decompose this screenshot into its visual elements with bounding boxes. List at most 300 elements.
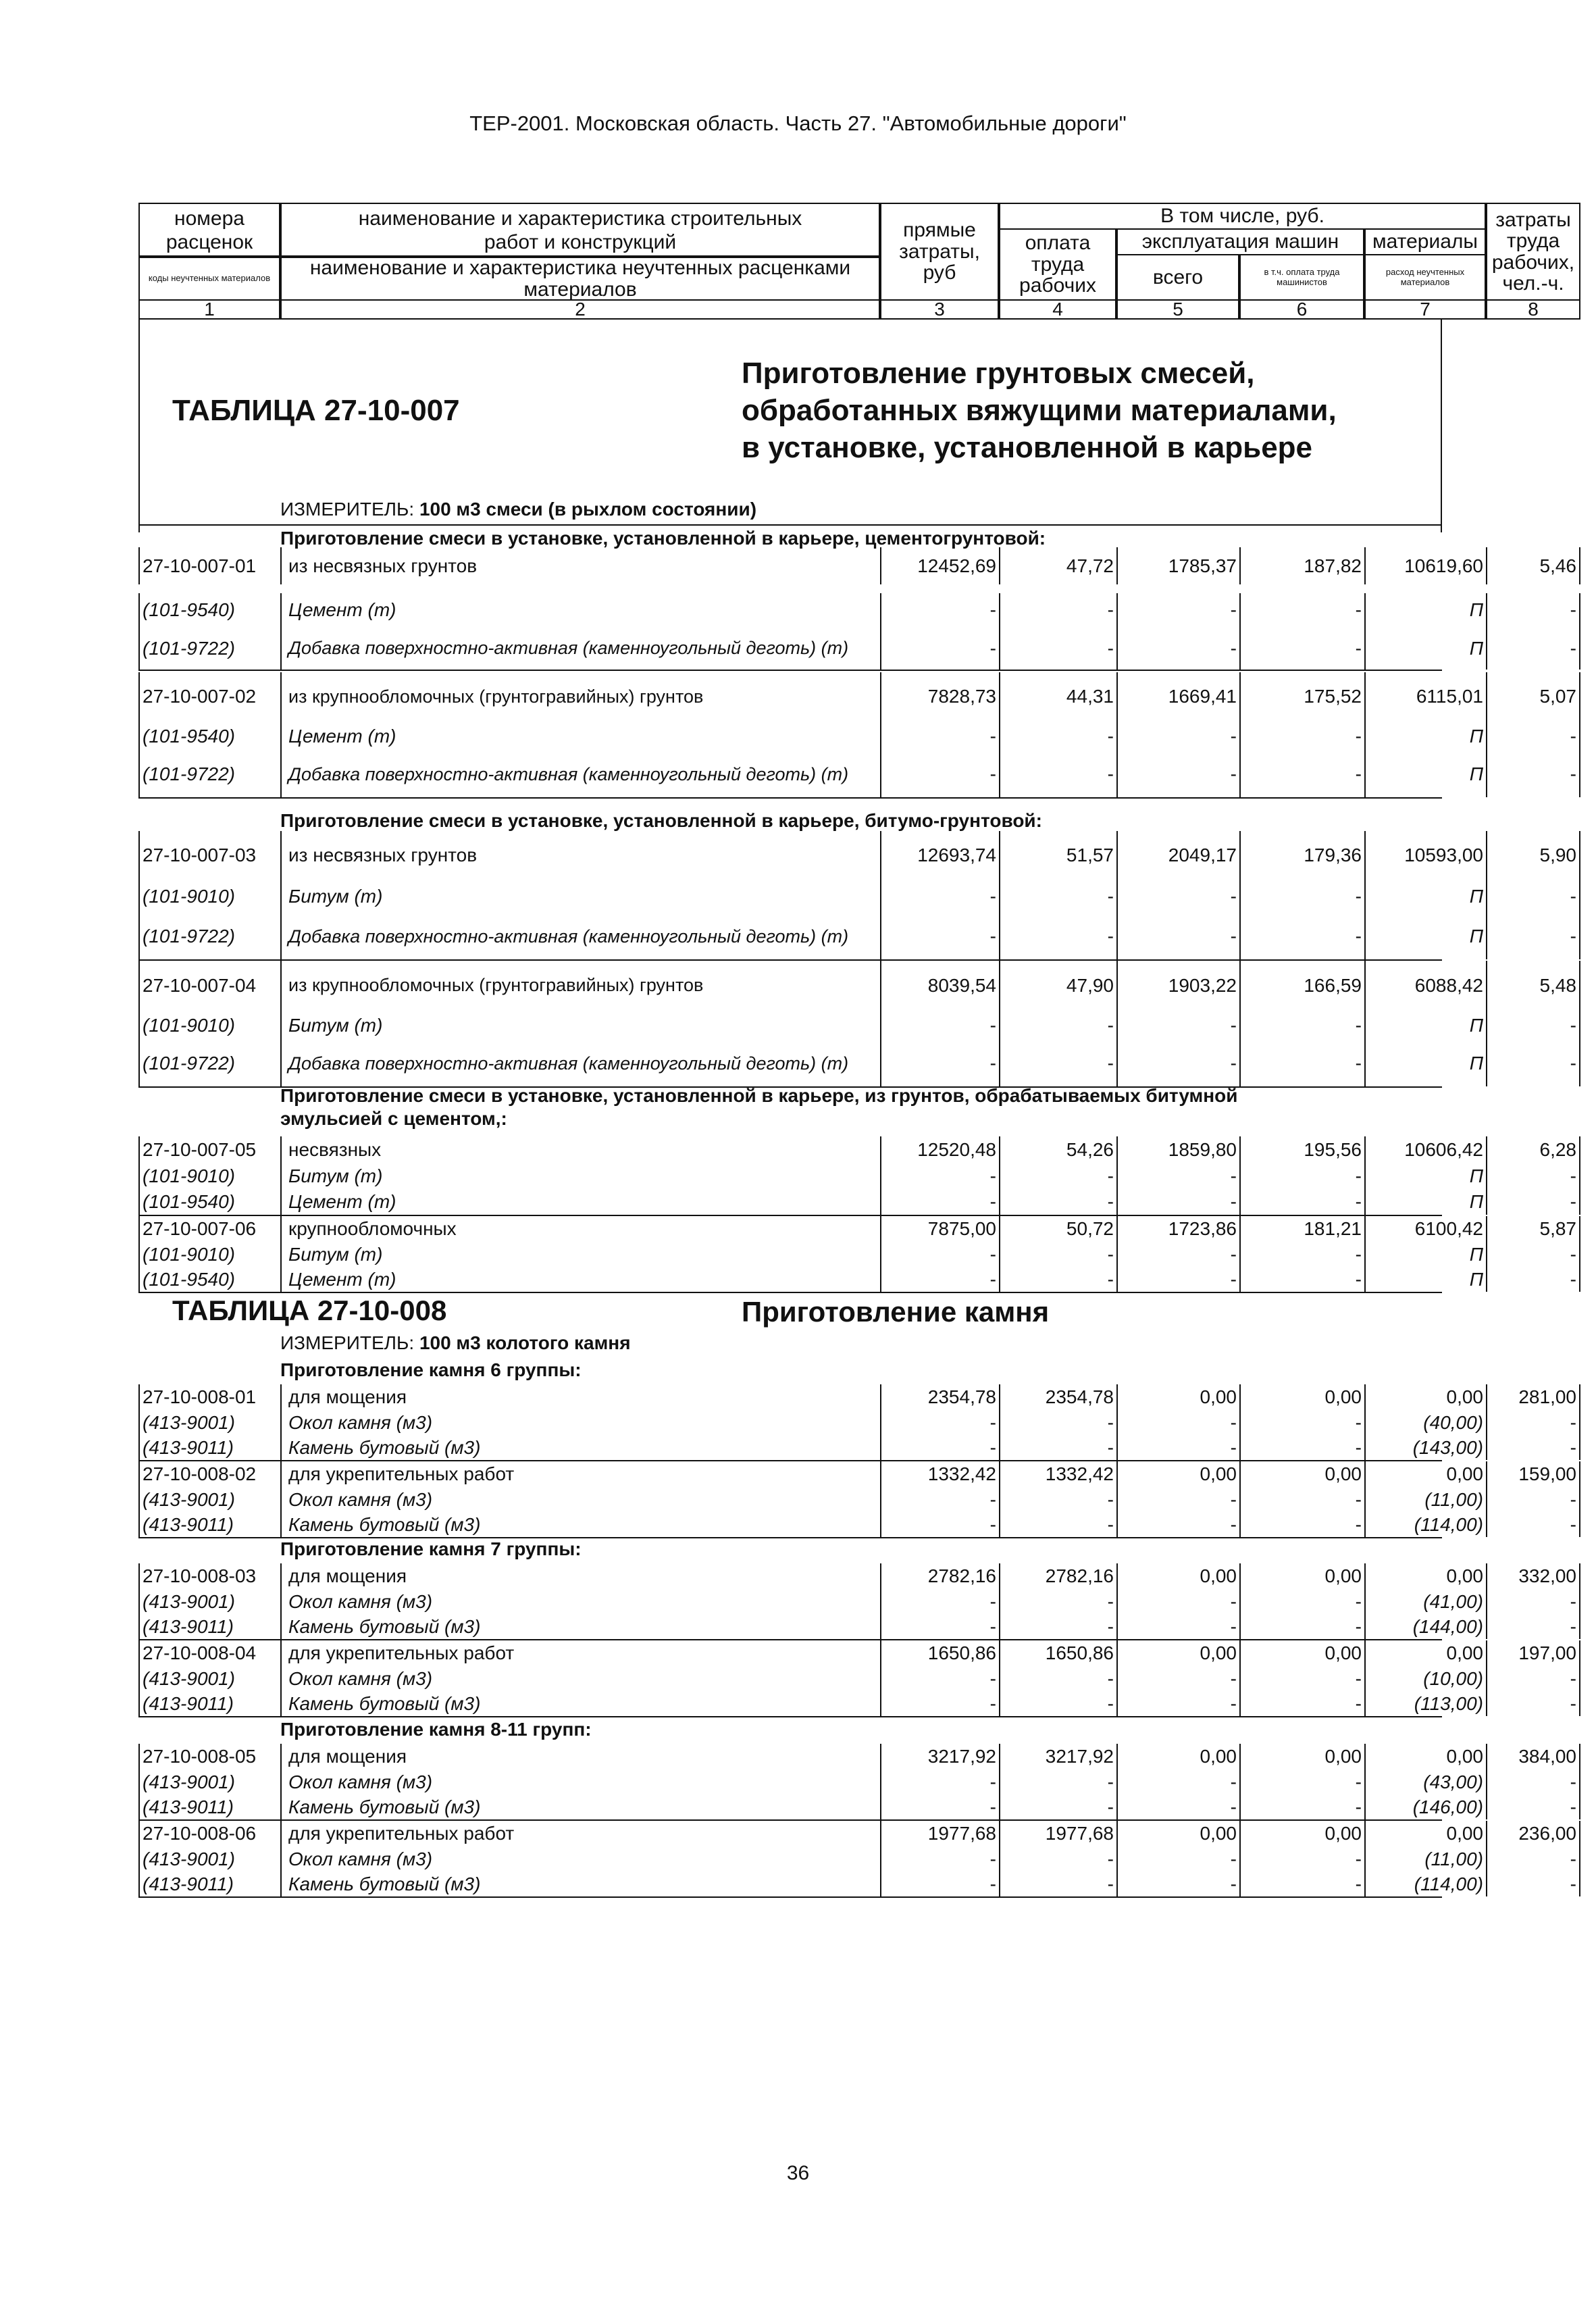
group-heading: Приготовление камня 8-11 групп: <box>280 1719 592 1740</box>
material-row <box>138 1487 1576 1513</box>
material-row <box>138 627 1576 671</box>
cell-incl: - <box>1239 1795 1364 1819</box>
cell-name: для мощения <box>280 1744 880 1769</box>
cell-labor: - <box>1486 1040 1580 1086</box>
cell-name: для мощения <box>280 1563 880 1589</box>
material-row <box>138 1846 1576 1872</box>
cell-pay: 2782,16 <box>999 1563 1116 1589</box>
material-row <box>138 1163 1576 1189</box>
cell-incl: - <box>1239 1769 1364 1795</box>
table-code: ТАБЛИЦА 27-10-008 <box>172 1294 447 1326</box>
cell-labor: - <box>1486 721 1580 751</box>
col-number-8: 8 <box>1486 299 1580 320</box>
cell-code: 27-10-008-06 <box>138 1821 280 1846</box>
cell-pay: - <box>999 880 1116 913</box>
cell-name: Камень бутовый (м3) <box>280 1615 880 1639</box>
cell-pay: - <box>999 1487 1116 1513</box>
material-row <box>138 1615 1576 1640</box>
material-row <box>138 1872 1576 1898</box>
col-labor: затраты труда рабочих, чел.-ч. <box>1486 203 1580 301</box>
cell-code: (413-9011) <box>138 1692 280 1716</box>
cell-incl: 179,36 <box>1239 831 1364 880</box>
cell-incl: - <box>1239 1410 1364 1436</box>
measure-line <box>280 499 756 520</box>
cell-pay: - <box>999 593 1116 627</box>
cell-labor: - <box>1486 1615 1580 1639</box>
cell-mat: (144,00) <box>1364 1615 1486 1639</box>
cell-name: Окол камня (м3) <box>280 1846 880 1872</box>
cell-code: (101-9540) <box>138 1267 280 1292</box>
cell-code: (413-9001) <box>138 1769 280 1795</box>
cell-name: из крупнообломочных (грунтогравийных) грунтов <box>280 672 880 721</box>
cell-name: Камень бутовый (м3) <box>280 1436 880 1460</box>
cell-mat: П <box>1364 751 1486 797</box>
cell-mat: 0,00 <box>1364 1744 1486 1769</box>
cell-direct: - <box>880 1692 999 1716</box>
cell-mach: 0,00 <box>1116 1821 1239 1846</box>
page-number: 36 <box>786 2162 810 2184</box>
cell-name: Камень бутовый (м3) <box>280 1872 880 1896</box>
cell-mach: - <box>1116 1189 1239 1215</box>
cell-mat: 10619,60 <box>1364 547 1486 584</box>
cell-direct: - <box>880 1666 999 1692</box>
cell-mat: П <box>1364 1163 1486 1189</box>
cell-mat: П <box>1364 721 1486 751</box>
cell-incl: - <box>1239 1487 1364 1513</box>
cell-direct: 12520,48 <box>880 1136 999 1163</box>
cell-pay: - <box>999 1040 1116 1086</box>
cell-name: для укрепительных работ <box>280 1821 880 1846</box>
material-row <box>138 1795 1576 1821</box>
cell-mach: - <box>1116 1040 1239 1086</box>
cell-code: (413-9001) <box>138 1666 280 1692</box>
cell-mat: П <box>1364 1267 1486 1292</box>
page-header: ТЕР-2001. Московская область. Часть 27. "Автомобильные дороги" <box>469 111 1127 135</box>
measure-value: 100 м3 колотого камня <box>419 1332 631 1353</box>
col-mach: эксплуатация машин <box>1116 228 1364 255</box>
cell-labor: - <box>1486 627 1580 670</box>
cell-pay: 1977,68 <box>999 1821 1116 1846</box>
cell-mach: - <box>1116 627 1239 670</box>
cell-direct: - <box>880 1436 999 1460</box>
measure-label: ИЗМЕРИТЕЛЬ: <box>280 1332 415 1353</box>
cell-name: для укрепительных работ <box>280 1461 880 1487</box>
cell-mat: (114,00) <box>1364 1872 1486 1896</box>
cell-incl: 0,00 <box>1239 1821 1364 1846</box>
cell-mat: П <box>1364 1242 1486 1267</box>
cell-incl: 0,00 <box>1239 1744 1364 1769</box>
cell-labor: - <box>1486 593 1580 627</box>
cell-mach: - <box>1116 1692 1239 1716</box>
cell-name: Камень бутовый (м3) <box>280 1692 880 1716</box>
cell-mach: - <box>1116 1267 1239 1292</box>
material-row <box>138 1436 1576 1461</box>
table-row <box>138 1461 1576 1487</box>
cell-direct: 1977,68 <box>880 1821 999 1846</box>
material-row <box>138 1666 1576 1692</box>
cell-labor: 159,00 <box>1486 1461 1580 1487</box>
cell-direct: - <box>880 751 999 797</box>
cell-direct: - <box>880 1189 999 1215</box>
cell-direct: - <box>880 1615 999 1639</box>
cell-name: Цемент (т) <box>280 1189 880 1215</box>
cell-direct: - <box>880 1846 999 1872</box>
cell-name: Камень бутовый (м3) <box>280 1513 880 1537</box>
cell-incl: - <box>1239 1189 1364 1215</box>
cell-name: Добавка поверхностно-активная (каменноугольный деготь) (т) <box>280 913 880 959</box>
cell-name: из крупнообломочных (грунтогравийных) грунтов <box>280 961 880 1010</box>
cell-mach: - <box>1116 1769 1239 1795</box>
cell-incl: 187,82 <box>1239 547 1364 584</box>
cell-mach: 1785,37 <box>1116 547 1239 584</box>
cell-labor: - <box>1486 1267 1580 1292</box>
cell-name: Добавка поверхностно-активная (каменноугольный деготь) (т) <box>280 1040 880 1086</box>
cell-labor: 236,00 <box>1486 1821 1580 1846</box>
cell-name: Окол камня (м3) <box>280 1589 880 1615</box>
cell-mach: 2049,17 <box>1116 831 1239 880</box>
cell-incl: 0,00 <box>1239 1461 1364 1487</box>
cell-labor: 5,48 <box>1486 961 1580 1010</box>
cell-mat: (11,00) <box>1364 1487 1486 1513</box>
cell-code: 27-10-007-05 <box>138 1136 280 1163</box>
cell-direct: - <box>880 1872 999 1896</box>
cell-direct: 3217,92 <box>880 1744 999 1769</box>
cell-pay: - <box>999 1666 1116 1692</box>
cell-code: (101-9722) <box>138 913 280 959</box>
cell-labor: - <box>1486 1410 1580 1436</box>
cell-labor: - <box>1486 1589 1580 1615</box>
cell-mat: П <box>1364 1189 1486 1215</box>
cell-code: (413-9011) <box>138 1615 280 1639</box>
col-number-7: 7 <box>1364 299 1486 320</box>
cell-pay: - <box>999 1189 1116 1215</box>
cell-labor: - <box>1486 1242 1580 1267</box>
cell-name: из несвязных грунтов <box>280 831 880 880</box>
cell-pay: - <box>999 1267 1116 1292</box>
cell-mat: (41,00) <box>1364 1589 1486 1615</box>
cell-code: (413-9011) <box>138 1795 280 1819</box>
cell-labor: - <box>1486 880 1580 913</box>
material-row <box>138 1513 1576 1538</box>
cell-mach: - <box>1116 593 1239 627</box>
cell-name: Окол камня (м3) <box>280 1410 880 1436</box>
cell-pay: - <box>999 627 1116 670</box>
material-row <box>138 1589 1576 1615</box>
cell-name: Добавка поверхностно-активная (каменноугольный деготь) (т) <box>280 751 880 797</box>
cell-code: (413-9001) <box>138 1410 280 1436</box>
cell-pay: - <box>999 1769 1116 1795</box>
cell-direct: - <box>880 1769 999 1795</box>
cell-incl: - <box>1239 1872 1364 1896</box>
cell-incl: - <box>1239 1513 1364 1537</box>
cell-pay: 1650,86 <box>999 1640 1116 1666</box>
cell-name: Битум (т) <box>280 880 880 913</box>
cell-pay: - <box>999 1692 1116 1716</box>
cell-direct: - <box>880 1242 999 1267</box>
cell-incl: 195,56 <box>1239 1136 1364 1163</box>
col-number-6: 6 <box>1239 299 1364 320</box>
cell-mach: 0,00 <box>1116 1640 1239 1666</box>
cell-pay: 1332,42 <box>999 1461 1116 1487</box>
cell-name: для мощения <box>280 1384 880 1410</box>
cell-direct: - <box>880 880 999 913</box>
cell-labor: 5,87 <box>1486 1216 1580 1242</box>
table-row <box>138 672 1576 721</box>
cell-name: крупнообломочных <box>280 1216 880 1242</box>
cell-mat: (114,00) <box>1364 1513 1486 1537</box>
table-row <box>138 831 1576 880</box>
material-row <box>138 1267 1576 1293</box>
cell-pay: - <box>999 913 1116 959</box>
col-mach-total: всего <box>1116 254 1239 301</box>
cell-incl: - <box>1239 1436 1364 1460</box>
cell-name: для укрепительных работ <box>280 1640 880 1666</box>
cell-mach: - <box>1116 1795 1239 1819</box>
cell-incl: - <box>1239 1666 1364 1692</box>
cell-mat: 0,00 <box>1364 1563 1486 1589</box>
col-number-1: 1 <box>138 299 280 320</box>
cell-pay: 51,57 <box>999 831 1116 880</box>
col-name-top: наименование и характеристика строительных <box>280 203 880 233</box>
cell-code: 27-10-008-02 <box>138 1461 280 1487</box>
cell-code: (101-9540) <box>138 1189 280 1215</box>
cell-labor: 5,46 <box>1486 547 1580 584</box>
cell-pay: - <box>999 1242 1116 1267</box>
cell-mat: (10,00) <box>1364 1666 1486 1692</box>
cell-mat: (146,00) <box>1364 1795 1486 1819</box>
group-heading: Приготовление смеси в установке, установленной в карьере, битумо-грунтовой: <box>280 810 1042 831</box>
cell-direct: 2782,16 <box>880 1563 999 1589</box>
cell-labor: 332,00 <box>1486 1563 1580 1589</box>
cell-incl: - <box>1239 1692 1364 1716</box>
col-number-3: 3 <box>880 299 999 320</box>
cell-pay: - <box>999 1795 1116 1819</box>
cell-code: (413-9011) <box>138 1513 280 1537</box>
cell-mach: - <box>1116 1436 1239 1460</box>
cell-mat: (43,00) <box>1364 1769 1486 1795</box>
cell-mat: П <box>1364 913 1486 959</box>
cell-labor: 6,28 <box>1486 1136 1580 1163</box>
col-pay: оплата труда рабочих <box>999 228 1116 301</box>
cell-mach: - <box>1116 1410 1239 1436</box>
cell-code: 27-10-008-01 <box>138 1384 280 1410</box>
cell-direct: - <box>880 1040 999 1086</box>
cell-code: 27-10-008-05 <box>138 1744 280 1769</box>
cell-direct: - <box>880 1487 999 1513</box>
cell-mach: - <box>1116 1513 1239 1537</box>
table-title: Приготовление камня <box>742 1296 1050 1328</box>
cell-name: из несвязных грунтов <box>280 547 880 584</box>
cell-labor: - <box>1486 1795 1580 1819</box>
table-row <box>138 1821 1576 1846</box>
cell-labor: - <box>1486 1769 1580 1795</box>
cell-mach: 1669,41 <box>1116 672 1239 721</box>
cell-code: (101-9722) <box>138 1040 280 1086</box>
cell-code: (101-9010) <box>138 1010 280 1040</box>
cell-pay: - <box>999 1410 1116 1436</box>
col-number-5: 5 <box>1116 299 1239 320</box>
cell-direct: - <box>880 1267 999 1292</box>
cell-pay: 47,72 <box>999 547 1116 584</box>
cell-code: (101-9540) <box>138 593 280 627</box>
cell-mat: 10593,00 <box>1364 831 1486 880</box>
cell-incl: - <box>1239 593 1364 627</box>
cell-mat: П <box>1364 1040 1486 1086</box>
cell-pay: 50,72 <box>999 1216 1116 1242</box>
cell-pay: - <box>999 1872 1116 1896</box>
cell-labor: - <box>1486 1163 1580 1189</box>
cell-pay: - <box>999 1010 1116 1040</box>
cell-labor: 281,00 <box>1486 1384 1580 1410</box>
cell-direct: - <box>880 1163 999 1189</box>
cell-code: (413-9001) <box>138 1487 280 1513</box>
cell-mach: 1723,86 <box>1116 1216 1239 1242</box>
cell-incl: 0,00 <box>1239 1563 1364 1589</box>
cell-pay: - <box>999 1513 1116 1537</box>
cell-code: (101-9010) <box>138 1163 280 1189</box>
cell-name: Битум (т) <box>280 1163 880 1189</box>
cell-mat: 0,00 <box>1364 1461 1486 1487</box>
cell-labor: - <box>1486 913 1580 959</box>
cell-pay: - <box>999 1846 1116 1872</box>
col-mat: материалы <box>1364 228 1486 255</box>
measure-label: ИЗМЕРИТЕЛЬ: <box>280 499 415 520</box>
table-row <box>138 1744 1576 1769</box>
cell-code: (413-9001) <box>138 1589 280 1615</box>
cell-pay: - <box>999 1589 1116 1615</box>
measure-line <box>280 1332 631 1354</box>
table-row <box>138 1640 1576 1666</box>
cell-labor: - <box>1486 1189 1580 1215</box>
cell-mat: П <box>1364 1010 1486 1040</box>
cell-pay: - <box>999 1615 1116 1639</box>
cell-pay: 3217,92 <box>999 1744 1116 1769</box>
cell-mach: 0,00 <box>1116 1461 1239 1487</box>
cell-labor: - <box>1486 1010 1580 1040</box>
table-row <box>138 547 1576 584</box>
col-number-4: 4 <box>999 299 1116 320</box>
cell-labor: - <box>1486 1666 1580 1692</box>
cell-labor: - <box>1486 751 1580 797</box>
cell-mach: - <box>1116 1487 1239 1513</box>
cell-labor: 5,07 <box>1486 672 1580 721</box>
material-row <box>138 1189 1576 1216</box>
cell-mat: 10606,42 <box>1364 1136 1486 1163</box>
cell-incl: 181,21 <box>1239 1216 1364 1242</box>
cell-direct: 1650,86 <box>880 1640 999 1666</box>
cell-mach: - <box>1116 721 1239 751</box>
cell-name: Окол камня (м3) <box>280 1487 880 1513</box>
cell-incl: - <box>1239 627 1364 670</box>
cell-mat: (113,00) <box>1364 1692 1486 1716</box>
cell-mach: - <box>1116 913 1239 959</box>
cell-code: 27-10-007-02 <box>138 672 280 721</box>
col-num-top: номера <box>138 203 280 233</box>
cell-code: (101-9010) <box>138 880 280 913</box>
cell-mach: - <box>1116 880 1239 913</box>
cell-labor: 384,00 <box>1486 1744 1580 1769</box>
material-row <box>138 593 1576 627</box>
cell-name: Битум (т) <box>280 1010 880 1040</box>
cell-mat: 6115,01 <box>1364 672 1486 721</box>
cell-code: (101-9722) <box>138 751 280 797</box>
cell-direct: 1332,42 <box>880 1461 999 1487</box>
cell-labor: 5,90 <box>1486 831 1580 880</box>
cell-mat: (11,00) <box>1364 1846 1486 1872</box>
cell-incl: 0,00 <box>1239 1384 1364 1410</box>
cell-mach: 1903,22 <box>1116 961 1239 1010</box>
cell-mach: 0,00 <box>1116 1384 1239 1410</box>
cell-incl: - <box>1239 1010 1364 1040</box>
cell-mach: - <box>1116 1242 1239 1267</box>
col-num-bottom: расценок <box>138 230 280 257</box>
col-name-sub: наименование и характеристика неучтенных расценками материалов <box>280 257 880 301</box>
cell-direct: - <box>880 627 999 670</box>
col-name-bottom: работ и конструкций <box>280 230 880 257</box>
cell-mat: П <box>1364 593 1486 627</box>
cell-name: Цемент (т) <box>280 721 880 751</box>
cell-code: (101-9540) <box>138 721 280 751</box>
cell-code: 27-10-007-03 <box>138 831 280 880</box>
cell-mat: 6100,42 <box>1364 1216 1486 1242</box>
table-code: ТАБЛИЦА 27-10-007 <box>172 394 460 427</box>
cell-name: Камень бутовый (м3) <box>280 1795 880 1819</box>
group-heading: Приготовление камня 6 группы: <box>280 1359 582 1380</box>
table-row <box>138 1136 1576 1163</box>
cell-pay: - <box>999 1163 1116 1189</box>
cell-mach: - <box>1116 1615 1239 1639</box>
table-row <box>138 961 1576 1010</box>
cell-name: Цемент (т) <box>280 1267 880 1292</box>
group-heading: Приготовление смеси в установке, установленной в карьере, цементогрунтовой: <box>280 528 1046 549</box>
cell-code: (101-9722) <box>138 627 280 670</box>
material-row <box>138 1692 1576 1717</box>
cell-code: 27-10-007-04 <box>138 961 280 1010</box>
cell-mat: П <box>1364 627 1486 670</box>
cell-labor: - <box>1486 1436 1580 1460</box>
cell-code: 27-10-008-04 <box>138 1640 280 1666</box>
cell-incl: - <box>1239 913 1364 959</box>
cell-incl: 166,59 <box>1239 961 1364 1010</box>
cell-name: Окол камня (м3) <box>280 1769 880 1795</box>
cell-incl: - <box>1239 1589 1364 1615</box>
cell-incl: - <box>1239 721 1364 751</box>
cell-mat: 0,00 <box>1364 1821 1486 1846</box>
cell-direct: - <box>880 1513 999 1537</box>
cell-labor: 197,00 <box>1486 1640 1580 1666</box>
cell-pay: 44,31 <box>999 672 1116 721</box>
table-row <box>138 1216 1576 1242</box>
cell-incl: - <box>1239 880 1364 913</box>
cell-incl: 175,52 <box>1239 672 1364 721</box>
cell-incl: - <box>1239 1242 1364 1267</box>
cell-labor: - <box>1486 1513 1580 1537</box>
cell-pay: - <box>999 751 1116 797</box>
material-row <box>138 1242 1576 1267</box>
col-mat-sub: расход неучтенных материалов <box>1364 254 1486 301</box>
col-mach-incl: в т.ч. оплата труда машинистов <box>1239 254 1364 301</box>
cell-mach: - <box>1116 1163 1239 1189</box>
cell-direct: - <box>880 1410 999 1436</box>
material-row <box>138 721 1576 751</box>
cell-pay: 54,26 <box>999 1136 1116 1163</box>
cell-incl: - <box>1239 751 1364 797</box>
cell-mach: - <box>1116 1666 1239 1692</box>
group-heading: Приготовление камня 7 группы: <box>280 1538 582 1559</box>
table-row <box>138 1384 1576 1410</box>
col-incl: В том числе, руб. <box>999 203 1486 230</box>
cell-mat: (143,00) <box>1364 1436 1486 1460</box>
